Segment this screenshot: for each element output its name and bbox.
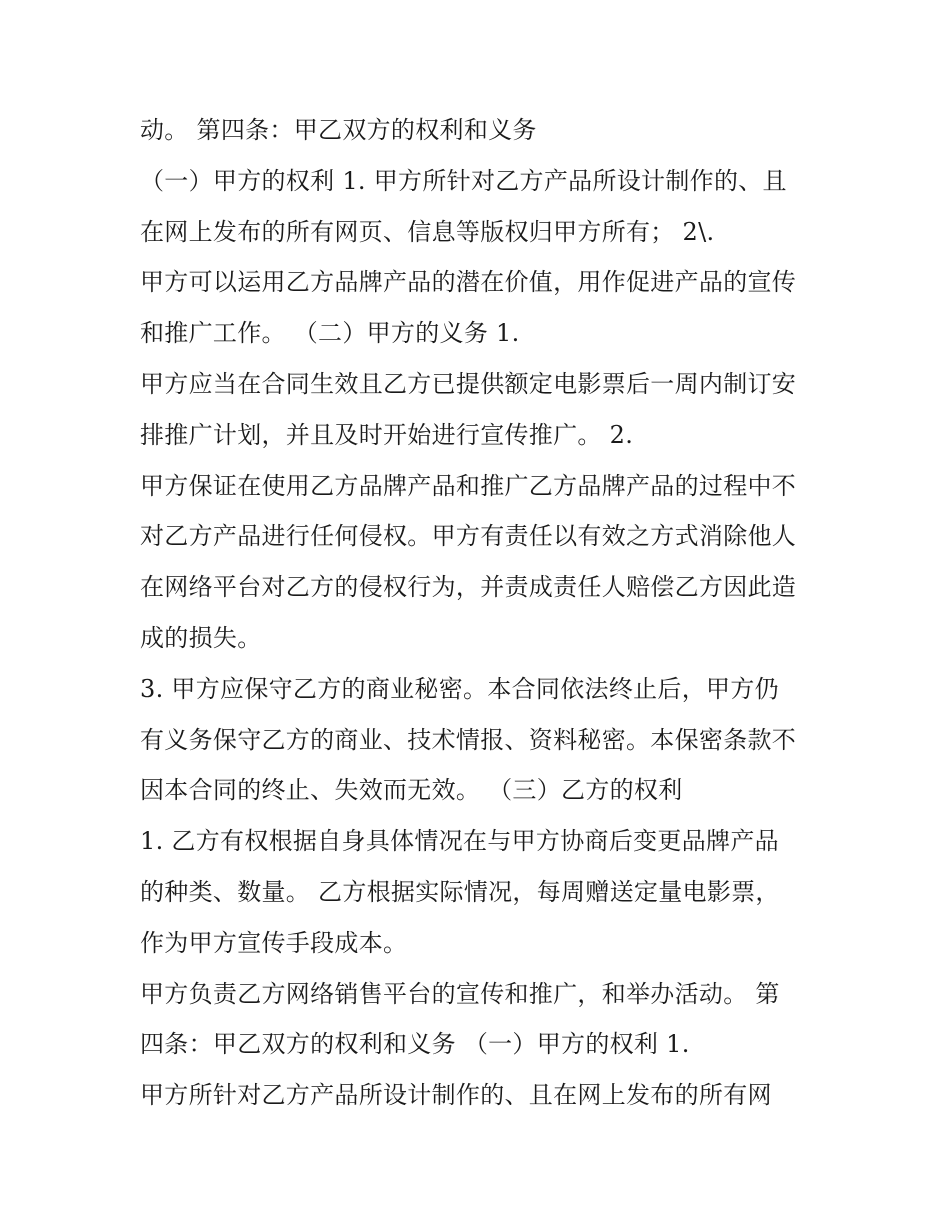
- text-line: 有义务保守乙方的商业、技术情报、资料秘密。本保密条款不: [140, 725, 797, 754]
- text-line: 四条：甲乙双方的权利和义务 （一）甲方的权利 1.: [140, 1030, 690, 1059]
- text-line: 在网络平台对乙方的侵权行为，并责成责任人赔偿乙方因此造: [140, 573, 797, 602]
- text-line: 甲方保证在使用乙方品牌产品和推广乙方品牌产品的过程中不: [140, 471, 797, 500]
- text-line: 甲方所针对乙方产品所设计制作的、且在网上发布的所有网: [140, 1081, 772, 1110]
- text-line: 甲方应当在合同生效且乙方已提供额定电影票后一周内制订安: [140, 369, 797, 398]
- text-line: 在网上发布的所有网页、信息等版权归甲方所有； 2\.: [140, 217, 715, 246]
- text-line: 3. 甲方应保守乙方的商业秘密。本合同依法终止后，甲方仍: [140, 674, 779, 703]
- text-line: 作为甲方宣传手段成本。: [140, 928, 408, 957]
- text-line: 的种类、数量。 乙方根据实际情况，每周赠送定量电影票，: [140, 877, 780, 906]
- text-line: （一）甲方的权利 1. 甲方所针对乙方产品所设计制作的、且: [140, 166, 787, 195]
- text-line: 1. 乙方有权根据自身具体情况在与甲方协商后变更品牌产品: [140, 827, 779, 856]
- text-line: 甲方可以运用乙方品牌产品的潜在价值，用作促进产品的宣传: [140, 268, 797, 297]
- text-line: 因本合同的终止、失效而无效。 （三）乙方的权利: [140, 776, 683, 805]
- text-line: 和推广工作。 （二）甲方的义务 1.: [140, 319, 520, 348]
- text-line: 对乙方产品进行任何侵权。甲方有责任以有效之方式消除他人: [140, 522, 797, 551]
- contract-text: [140, 108, 830, 1124]
- text-line: 甲方负责乙方网络销售平台的宣传和推广，和举办活动。 第: [140, 979, 780, 1008]
- text-line: 动。 第四条：甲乙双方的权利和义务: [140, 116, 537, 144]
- text-line: 排推广计划，并且及时开始进行宣传推广。 2.: [140, 420, 634, 449]
- text-line: 成的损失。: [140, 623, 262, 652]
